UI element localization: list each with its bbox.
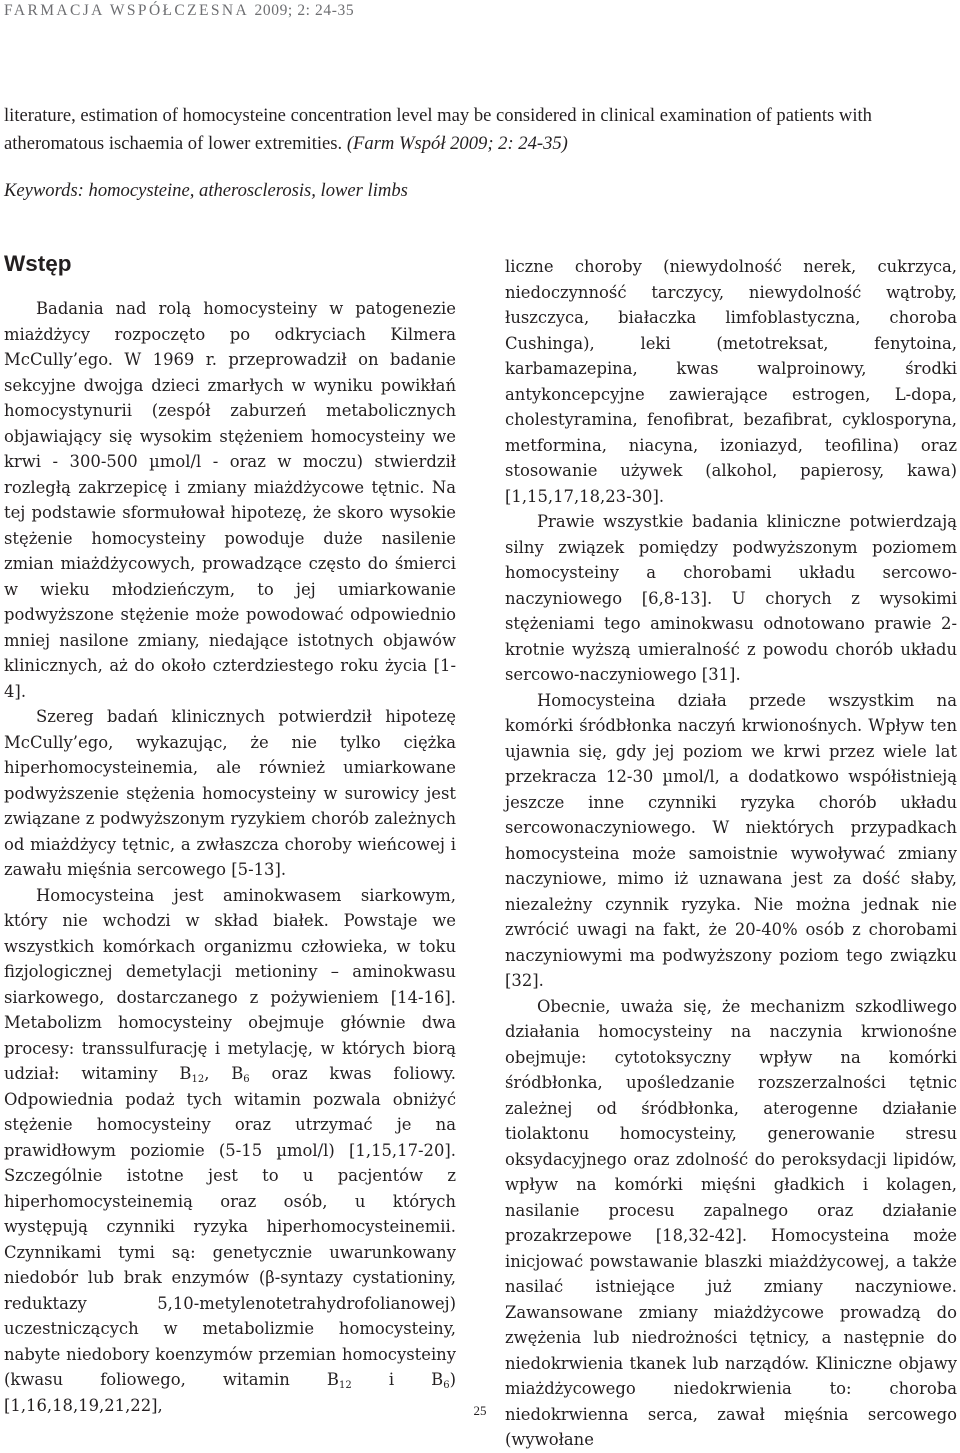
subscript-12: 12 bbox=[338, 1380, 352, 1391]
abstract-citation: (Farm Współ 2009; 2: 24-35) bbox=[346, 133, 568, 154]
left-paragraph-1: Badania nad rolą homocysteiny w patogenezie miażdżycy rozpoczęto po odkryciach Kilmera McCully’ego. W 1969 r. przeprowadził on badanie sekcyjne dwojga dzieci zmarłych w wyniku powikłań homocystynurii (zespół zaburzeń metabolicznych objawiający się wysokim stężeniem homocysteiny we krwi - 300-500 µmol/l - oraz w moczu) stwierdził rozległą zakrzepicę i zmiany miażdżycowe tętnic. Na tej podstawie sformułował hipotezę, że skoro wysokie stężenie homocysteiny powoduje duże nasilenie zmian miażdżycowych, prowadzące często do śmierci w wieku młodzieńczym, to jej umiarkowanie podwyższone stężenie może powodować odpowiednio mniej nasilone zmiany, niedające istotnych objawów klinicznych, aż do około czterdziestego roku życia [1-4]. bbox=[4, 299, 456, 701]
page-number: 25 bbox=[473, 1403, 487, 1418]
journal-name: FARMACJA WSPÓŁCZESNA bbox=[4, 2, 249, 19]
journal-running-header bbox=[4, 2, 354, 20]
abstract-text: literature, estimation of homocysteine concentration level may be considered in clinical examination of patients with atheromatous ischaemia of lower extremities. bbox=[4, 105, 872, 154]
left-paragraph-3 bbox=[4, 883, 456, 1419]
journal-issue: 2009; 2: 24-35 bbox=[254, 2, 355, 19]
right-column bbox=[505, 254, 957, 1453]
right-paragraph-4: Obecnie, uważa się, że mechanizm szkodliwego działania homocysteiny na naczynia krwionośne obejmuje: cytotoksyczny wpływ na komórki śródbłonka, upośledzanie rozszerzalności tętnic zależnej od śródbłonka, aterogenne działanie tiolaktonu homocysteiny, generowanie stresu oksydacyjnego oraz zdolność do peroksydacji lipidów, wpływ na komórki mięśni gładkich i kolagen, nasilanie procesu zapalnego oraz działanie prozakrzepowe [18,32-42]. Homocysteina może inicjować powstawanie blaszki miażdżycowej, a także nasilać istniejące już zmiany naczyniowe. Zawansowane zmiany miażdżycowe prowadzą do zwężenia lub niedrożności tętnicy, a następnie do niedokrwienia tkanek lub narządów. Kliniczne objawy miażdżycowego niedokrwienia to: choroba niedokrwienna serca, zawał mięśnia sercowego (wywołane bbox=[505, 996, 957, 1449]
section-title-introduction: Wstęp bbox=[4, 251, 72, 276]
left-p3-part-a: Homocysteina jest aminokwasem siarkowym, który nie wchodzi w skład białek. Powstaje we wszystkich komórkach organizmu człowieka, w toku fizjologicznej demetylacji metioniny – aminokwasu siarkowego, dostarczanego z pożywieniem [14-16]. Metabolizm homocysteiny obejmuje głównie dwa procesy: transsulfurację i metylację, w których biorą udział: witaminy B bbox=[4, 885, 456, 1083]
subscript-6: 6 bbox=[243, 1074, 250, 1085]
left-paragraph-2: Szereg badań klinicznych potwierdził hipotezę McCully’ego, wykazując, że nie tylko ciężka hiperhomocysteinemia, ale również umiarkowane podwyższenie stężenia homocysteiny w surowicy jest związane z podwyższonym ryzykiem chorób zależnych od miażdżycy tętnic, a zwłaszcza choroby wieńcowej i zawału mięśnia sercowego [5-13]. bbox=[4, 707, 456, 879]
left-p3-part-e: ) [1,16,18,19,21,22], bbox=[4, 1370, 456, 1415]
right-paragraph-1: liczne choroby (niewydolność nerek, cukrzyca, niedoczynność tarczycy, niewydolność wątroby, łuszczyca, białaczka limfoblastyczna, choroba Cushinga), leki (metotreksat, fenytoina, karbamazepina, kwas walproinowy, środki antykoncepcyjne zawierające estrogen, L-dopa, cholestyramina, fenofibrat, bezafibrat, cyklosporyna, metformina, niacyna, izoniazyd, teofilina) oraz stosowanie używek (alkohol, papierosy, kawa) [1,15,17,18,23-30]. bbox=[505, 257, 957, 506]
subscript-12: 12 bbox=[191, 1074, 205, 1085]
left-p3-part-c: oraz kwas foliowy. Odpowiednia podaż tych witamin pozwala obniżyć stężenie homocysteiny oraz utrzymać je na prawidłowym poziomie (5-15 µmol/l) [1,15,17-20]. Szczególnie istotne jest to u pacjentów z hiperhomocysteinemią oraz osób, u których występują czynniki ryzyka hiperhomocysteinemii. Czynnikami tymi są: genetycznie uwarunkowany niedobór lub brak enzymów (β-syntazy cystationiny, reduktazy 5,10-metylenotetrahydrofolianowej) uczestniczących w metabolizmie homocysteiny, nabyte niedobory koenzymów przemian homocysteiny (kwasu foliowego, witamin B bbox=[4, 1064, 457, 1389]
subscript-6: 6 bbox=[443, 1380, 450, 1391]
right-paragraph-3: Homocysteina działa przede wszystkim na komórki śródbłonka naczyń krwionośnych. Wpływ ten ujawnia się, gdy jej poziom we krwi przez wiele lat przekracza 12-30 µmol/l, a dodatkowo współistnieją jeszcze inne czynniki ryzyka chorób układu sercowonaczyniowego. W niektórych przypadkach homocysteina może samoistnie wywoływać zmiany naczyniowe, mimo iż uznawana jest za dość słaby, niezależny czynnik ryzyka. Nie można jednak nie zwrócić uwagi na fakt, że 20-40% osób z chorobami naczyniowymi ma podwyższony poziom tego związku [32]. bbox=[505, 690, 957, 990]
left-p3-part-b: , B bbox=[204, 1064, 244, 1083]
abstract-continuation bbox=[4, 102, 958, 158]
keywords-line: Keywords: homocysteine, atherosclerosis, lower limbs bbox=[4, 180, 408, 201]
left-column bbox=[4, 296, 456, 1418]
left-p3-part-d: i B bbox=[351, 1370, 444, 1389]
right-paragraph-2: Prawie wszystkie badania kliniczne potwierdzają silny związek pomiędzy podwyższonym poziomem homocysteiny a chorobami układu sercowo-naczyniowego [6,8-13]. U chorych z wysokimi stężeniami tego aminokwasu odnotowano prawie 2-krotnie wyższą umieralność z powodu chorób układu sercowo-naczyniowego [31]. bbox=[505, 512, 957, 684]
